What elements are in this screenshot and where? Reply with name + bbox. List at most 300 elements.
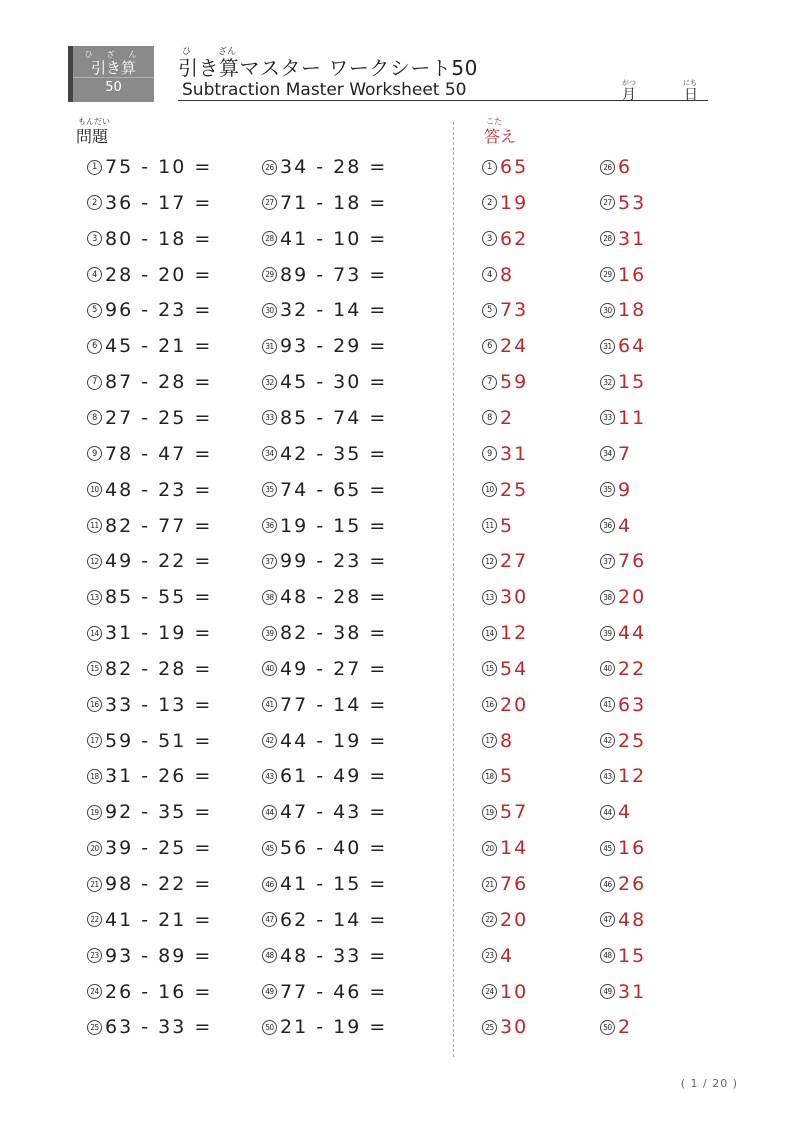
problem-row [87, 797, 212, 827]
problem-expression: 47 - 43 = [280, 801, 388, 824]
answer-value: 63 [618, 693, 647, 716]
problem-expression: 87 - 28 = [105, 371, 213, 394]
circled-number: 21 [87, 877, 102, 892]
circled-number: 46 [600, 877, 615, 892]
circled-number: 42 [262, 733, 277, 748]
problem-expression: 49 - 22 = [105, 550, 213, 573]
problem-row [262, 582, 387, 612]
problem-row [262, 475, 387, 505]
problem-row [87, 618, 212, 648]
circled-number: 3 [482, 231, 497, 246]
circled-number: 4 [87, 267, 102, 282]
answer-row [482, 1012, 528, 1042]
circled-number: 18 [87, 769, 102, 784]
circled-number: 45 [262, 841, 277, 856]
problem-expression: 99 - 23 = [280, 550, 388, 573]
circled-number: 35 [600, 482, 615, 497]
circled-number: 36 [600, 518, 615, 533]
problem-row [262, 367, 387, 397]
circled-number: 50 [262, 1020, 277, 1035]
section-divider [453, 122, 454, 1057]
answer-value: 20 [500, 693, 529, 716]
circled-number: 34 [600, 446, 615, 461]
circled-number: 5 [87, 303, 102, 318]
problem-row [87, 1012, 212, 1042]
circled-number: 43 [262, 769, 277, 784]
circled-number: 23 [87, 948, 102, 963]
answer-row [600, 654, 646, 684]
answer-row [482, 260, 514, 290]
answer-value: 12 [618, 765, 647, 788]
circled-number: 22 [87, 912, 102, 927]
answers-heading: 答え [484, 127, 517, 146]
circled-number: 32 [600, 375, 615, 390]
circled-number: 37 [262, 554, 277, 569]
problem-expression: 93 - 29 = [280, 335, 388, 358]
answer-value: 31 [500, 442, 529, 465]
problem-row [262, 690, 387, 720]
circled-number: 11 [482, 518, 497, 533]
circled-number: 9 [482, 446, 497, 461]
problem-expression: 71 - 18 = [280, 191, 388, 214]
problem-row [262, 188, 387, 218]
problem-expression: 42 - 35 = [280, 442, 388, 465]
answer-value: 2 [500, 406, 515, 429]
problem-expression: 26 - 16 = [105, 980, 213, 1003]
answer-value: 4 [500, 944, 515, 967]
circled-number: 38 [262, 590, 277, 605]
answer-value: 19 [500, 191, 529, 214]
answer-row [482, 475, 528, 505]
answer-row [482, 331, 528, 361]
circled-number: 2 [87, 195, 102, 210]
answer-value: 8 [500, 729, 515, 752]
problem-row [87, 511, 212, 541]
circled-number: 17 [482, 733, 497, 748]
page-subtitle: Subtraction Master Worksheet 50 [182, 80, 467, 100]
answer-row [600, 511, 632, 541]
circled-number: 33 [600, 410, 615, 425]
problem-row [87, 905, 212, 935]
problem-expression: 82 - 28 = [105, 657, 213, 680]
circled-number: 35 [262, 482, 277, 497]
answer-row [600, 188, 646, 218]
problems-heading: 問題 [76, 127, 109, 146]
problem-expression: 41 - 21 = [105, 908, 213, 931]
answer-row [482, 941, 514, 971]
answer-row [482, 977, 528, 1007]
circled-number: 31 [600, 339, 615, 354]
circled-number: 39 [262, 626, 277, 641]
answer-row [600, 295, 646, 325]
badge-divider [73, 77, 154, 78]
problem-expression: 31 - 19 = [105, 622, 213, 645]
answer-value: 16 [618, 263, 647, 286]
circled-number: 10 [482, 482, 497, 497]
month-ruby: がつ [622, 79, 636, 87]
problem-expression: 82 - 77 = [105, 514, 213, 537]
circled-number: 46 [262, 877, 277, 892]
answer-value: 14 [500, 837, 529, 860]
circled-number: 44 [600, 805, 615, 820]
circled-number: 29 [600, 267, 615, 282]
answer-row [482, 403, 514, 433]
problem-expression: 45 - 30 = [280, 371, 388, 394]
answer-row [482, 439, 528, 469]
problem-expression: 41 - 15 = [280, 873, 388, 895]
circled-number: 18 [482, 769, 497, 784]
answer-row [482, 618, 528, 648]
circled-number: 31 [262, 339, 277, 354]
circled-number: 26 [262, 160, 277, 175]
problem-row [87, 367, 212, 397]
problem-row [87, 152, 212, 182]
problem-row [262, 152, 387, 182]
answer-row [600, 367, 646, 397]
circled-number: 1 [482, 160, 497, 175]
problem-row [262, 511, 387, 541]
answer-value: 11 [618, 406, 647, 429]
circled-number: 47 [262, 912, 277, 927]
circled-number: 16 [87, 697, 102, 712]
circled-number: 2 [482, 195, 497, 210]
circled-number: 19 [87, 805, 102, 820]
answer-row [482, 869, 528, 899]
circled-number: 29 [262, 267, 277, 282]
answer-row [600, 546, 646, 576]
answer-value: 12 [500, 622, 529, 645]
answer-value: 4 [618, 514, 633, 537]
answer-value: 30 [500, 586, 529, 609]
circled-number: 5 [482, 303, 497, 318]
answer-row [482, 726, 514, 756]
problem-expression: 56 - 40 = [280, 837, 388, 860]
answer-value: 65 [500, 156, 529, 178]
circled-number: 37 [600, 554, 615, 569]
circled-number: 40 [600, 661, 615, 676]
circled-number: 24 [87, 984, 102, 999]
circled-number: 6 [87, 339, 102, 354]
problems-ruby: もんだい [78, 117, 110, 126]
circled-number: 48 [600, 948, 615, 963]
problem-expression: 82 - 38 = [280, 622, 388, 645]
answer-value: 16 [618, 837, 647, 860]
answer-row [600, 475, 632, 505]
circled-number: 39 [600, 626, 615, 641]
worksheet-badge [68, 46, 154, 102]
answer-value: 30 [500, 1016, 529, 1039]
problem-expression: 92 - 35 = [105, 801, 213, 824]
problem-row [87, 869, 212, 899]
badge-number: 50 [105, 80, 122, 95]
answer-value: 31 [618, 227, 647, 250]
problem-row [87, 977, 212, 1007]
circled-number: 19 [482, 805, 497, 820]
answer-row [482, 367, 528, 397]
problem-expression: 74 - 65 = [280, 478, 388, 501]
problem-row [262, 618, 387, 648]
answer-value: 54 [500, 657, 529, 680]
circled-number: 33 [262, 410, 277, 425]
problem-row [87, 224, 212, 254]
circled-number: 40 [262, 661, 277, 676]
circled-number: 41 [262, 697, 277, 712]
circled-number: 27 [600, 195, 615, 210]
answer-value: 22 [618, 657, 647, 680]
circled-number: 7 [87, 375, 102, 390]
circled-number: 36 [262, 518, 277, 533]
answer-value: 5 [500, 765, 515, 788]
answer-row [600, 941, 646, 971]
problem-row [87, 475, 212, 505]
problem-expression: 39 - 25 = [105, 837, 213, 860]
problem-expression: 32 - 14 = [280, 299, 388, 322]
circled-number: 47 [600, 912, 615, 927]
circled-number: 9 [87, 446, 102, 461]
circled-number: 24 [482, 984, 497, 999]
answer-row [482, 188, 528, 218]
problem-row [87, 295, 212, 325]
problem-row [87, 331, 212, 361]
circled-number: 43 [600, 769, 615, 784]
circled-number: 1 [87, 160, 102, 175]
page-title: 引き算マスター ワークシート50 [178, 56, 478, 80]
problem-row [262, 654, 387, 684]
answer-value: 9 [618, 478, 633, 501]
answer-row [600, 797, 632, 827]
problem-row [262, 977, 387, 1007]
circled-number: 6 [482, 339, 497, 354]
answer-row [600, 905, 646, 935]
problem-row [87, 546, 212, 576]
problem-row [87, 726, 212, 756]
problem-row [87, 188, 212, 218]
answer-value: 76 [618, 550, 647, 573]
answer-value: 25 [618, 729, 647, 752]
circled-number: 11 [87, 518, 102, 533]
problem-row [262, 295, 387, 325]
problem-expression: 77 - 14 = [280, 693, 388, 716]
answer-row [600, 690, 646, 720]
problem-row [262, 403, 387, 433]
answer-value: 76 [500, 873, 529, 895]
answer-row [482, 582, 528, 612]
month-label: 月 [622, 87, 636, 103]
circled-number: 20 [482, 841, 497, 856]
answer-value: 6 [618, 156, 633, 178]
circled-number: 7 [482, 375, 497, 390]
problem-row [262, 761, 387, 791]
problem-expression: 48 - 23 = [105, 478, 213, 501]
answer-row [482, 224, 528, 254]
problem-row [262, 726, 387, 756]
circled-number: 45 [600, 841, 615, 856]
answer-value: 20 [500, 908, 529, 931]
title-ruby-zan: ざん [218, 47, 237, 57]
answer-value: 15 [618, 371, 647, 394]
answer-value: 25 [500, 478, 529, 501]
circled-number: 28 [262, 231, 277, 246]
problem-expression: 19 - 15 = [280, 514, 388, 537]
problem-expression: 89 - 73 = [280, 263, 388, 286]
problem-row [87, 941, 212, 971]
problem-expression: 85 - 55 = [105, 586, 213, 609]
answer-value: 48 [618, 908, 647, 931]
problem-expression: 96 - 23 = [105, 299, 213, 322]
answer-row [600, 833, 646, 863]
answer-row [600, 439, 632, 469]
circled-number: 13 [482, 590, 497, 605]
answer-row [482, 152, 528, 182]
problem-expression: 44 - 19 = [280, 729, 388, 752]
circled-number: 34 [262, 446, 277, 461]
problem-expression: 41 - 10 = [280, 227, 388, 250]
answer-row [600, 761, 646, 791]
problem-expression: 85 - 74 = [280, 406, 388, 429]
problem-row [262, 224, 387, 254]
answer-row [482, 546, 528, 576]
circled-number: 15 [482, 661, 497, 676]
circled-number: 25 [482, 1020, 497, 1035]
circled-number: 44 [262, 805, 277, 820]
problem-row [262, 905, 387, 935]
answer-row [600, 331, 646, 361]
answer-value: 44 [618, 622, 647, 645]
problem-row [87, 833, 212, 863]
circled-number: 25 [87, 1020, 102, 1035]
answer-value: 73 [500, 299, 529, 322]
problem-row [87, 439, 212, 469]
problem-expression: 62 - 14 = [280, 908, 388, 931]
page-number: ( 1 / 20 ) [680, 1077, 738, 1090]
problem-row [87, 690, 212, 720]
answer-row [482, 511, 514, 541]
problem-expression: 80 - 18 = [105, 227, 213, 250]
circled-number: 21 [482, 877, 497, 892]
circled-number: 17 [87, 733, 102, 748]
day-ruby: にち [683, 79, 697, 87]
answer-row [600, 1012, 632, 1042]
answer-value: 20 [618, 586, 647, 609]
title-ruby-hi: ひ [182, 47, 192, 57]
circled-number: 41 [600, 697, 615, 712]
circled-number: 13 [87, 590, 102, 605]
answer-row [600, 224, 646, 254]
problem-row [87, 582, 212, 612]
problem-row [262, 1012, 387, 1042]
answer-row [600, 260, 646, 290]
answer-row [482, 295, 528, 325]
circled-number: 30 [600, 303, 615, 318]
problem-expression: 75 - 10 = [105, 156, 213, 178]
circled-number: 42 [600, 733, 615, 748]
circled-number: 28 [600, 231, 615, 246]
problem-expression: 77 - 46 = [280, 980, 388, 1003]
answer-row [600, 403, 646, 433]
answer-row [600, 977, 646, 1007]
problem-row [87, 260, 212, 290]
circled-number: 26 [600, 160, 615, 175]
answer-row [482, 690, 528, 720]
answer-value: 53 [618, 191, 647, 214]
problem-row [262, 797, 387, 827]
problem-row [262, 869, 387, 899]
circled-number: 27 [262, 195, 277, 210]
badge-label: 引き算 [90, 59, 136, 77]
answer-value: 31 [618, 980, 647, 1003]
answer-row [600, 869, 646, 899]
answer-value: 15 [618, 944, 647, 967]
circled-number: 4 [482, 267, 497, 282]
circled-number: 12 [87, 554, 102, 569]
problem-expression: 36 - 17 = [105, 191, 213, 214]
circled-number: 50 [600, 1020, 615, 1035]
problem-expression: 48 - 28 = [280, 586, 388, 609]
circled-number: 12 [482, 554, 497, 569]
answer-value: 24 [500, 335, 529, 358]
answer-value: 64 [618, 335, 647, 358]
answer-row [600, 618, 646, 648]
answer-value: 62 [500, 227, 529, 250]
answer-value: 26 [618, 873, 647, 895]
answer-row [482, 797, 528, 827]
circled-number: 49 [600, 984, 615, 999]
circled-number: 14 [87, 626, 102, 641]
answer-value: 27 [500, 550, 529, 573]
answers-ruby: こた [486, 117, 502, 126]
circled-number: 32 [262, 375, 277, 390]
problem-row [262, 941, 387, 971]
badge-ruby: ひざん [84, 50, 151, 59]
answer-row [600, 582, 646, 612]
problem-expression: 98 - 22 = [105, 873, 213, 895]
answer-row [600, 726, 646, 756]
problem-row [262, 546, 387, 576]
problem-expression: 34 - 28 = [280, 156, 388, 178]
circled-number: 3 [87, 231, 102, 246]
circled-number: 22 [482, 912, 497, 927]
problem-expression: 33 - 13 = [105, 693, 213, 716]
problem-row [262, 260, 387, 290]
answer-value: 7 [618, 442, 633, 465]
problem-expression: 31 - 26 = [105, 765, 213, 788]
answer-value: 59 [500, 371, 529, 394]
problem-expression: 59 - 51 = [105, 729, 213, 752]
answer-value: 57 [500, 801, 529, 824]
problem-expression: 45 - 21 = [105, 335, 213, 358]
answer-value: 5 [500, 514, 515, 537]
problem-expression: 61 - 49 = [280, 765, 388, 788]
problem-row [87, 654, 212, 684]
problem-expression: 49 - 27 = [280, 657, 388, 680]
answer-row [482, 654, 528, 684]
circled-number: 16 [482, 697, 497, 712]
problem-expression: 28 - 20 = [105, 263, 213, 286]
problem-row [87, 761, 212, 791]
circled-number: 14 [482, 626, 497, 641]
answer-row [600, 152, 632, 182]
circled-number: 49 [262, 984, 277, 999]
problem-expression: 48 - 33 = [280, 944, 388, 967]
problem-expression: 93 - 89 = [105, 944, 213, 967]
problem-row [262, 439, 387, 469]
problem-row [262, 331, 387, 361]
problem-expression: 21 - 19 = [280, 1016, 388, 1039]
answer-row [482, 905, 528, 935]
circled-number: 20 [87, 841, 102, 856]
answer-value: 18 [618, 299, 647, 322]
problem-expression: 78 - 47 = [105, 442, 213, 465]
